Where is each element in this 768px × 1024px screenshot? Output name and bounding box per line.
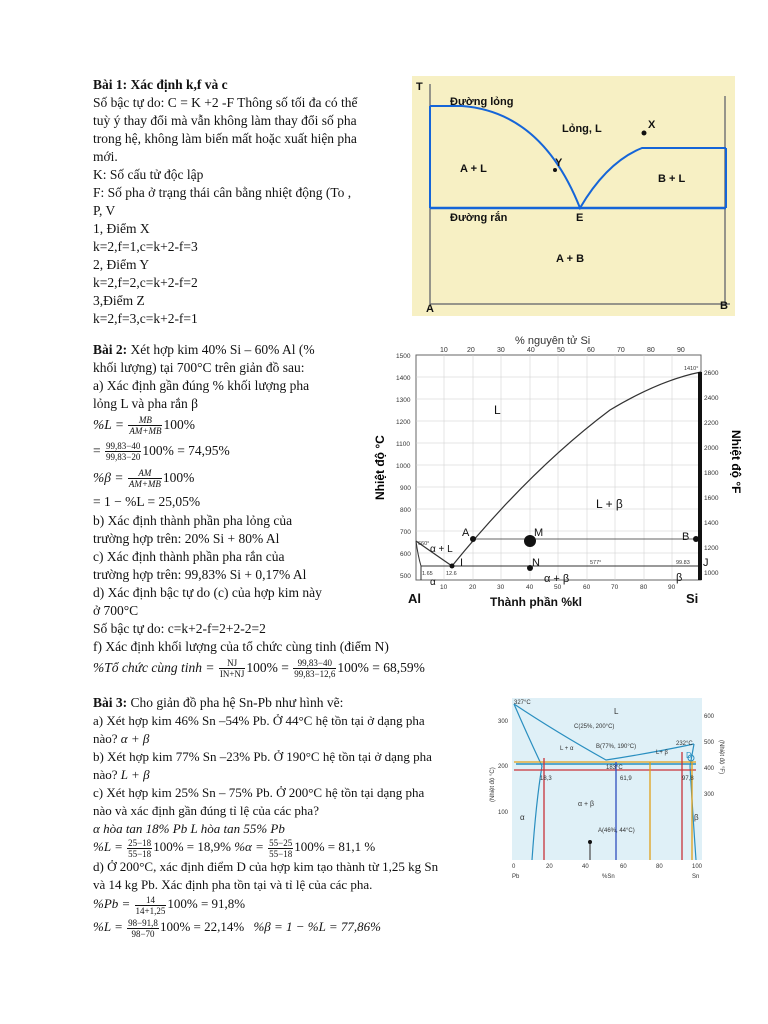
y-axis-title: Nhiệt độ °C	[373, 435, 387, 500]
bai1-line: k=2,f=2,c=k+2-f=2	[93, 275, 198, 290]
y-tick: 1200	[396, 419, 411, 426]
numerator: 99,83−40	[293, 658, 336, 669]
label-point-n: N	[532, 557, 540, 569]
formula-bai3-c	[93, 836, 375, 859]
formula-rhs: 100% = 18,9%	[153, 839, 231, 854]
y-tick: 500	[400, 573, 411, 580]
bai3-line: và 14 kg Pb. Xác định pha tồn tại và tỉ lệ của các pha.	[93, 877, 373, 892]
x-tick: 40	[582, 864, 589, 870]
x-tick: 80	[640, 584, 648, 591]
label-a: A	[426, 303, 434, 315]
top-tick: 70	[617, 347, 625, 354]
formula-rhs: 100% = 81,1 %	[294, 839, 376, 854]
bai1-line: P, V	[93, 203, 116, 218]
label-l: L	[494, 403, 501, 417]
numerator: NJ	[219, 658, 246, 669]
label-beta: β	[676, 572, 683, 584]
x-tick: 90	[668, 584, 676, 591]
fraction	[268, 838, 293, 859]
bai2-line: c) Xác định thành phần pha rắn của	[93, 549, 285, 564]
bai2-statement: Xét hợp kim 40% Si – 60% Al (%	[130, 342, 315, 357]
bai2-line: d) Xác định bậc tự do (c) của hợp kim này	[93, 585, 322, 600]
answer: α + β	[120, 731, 150, 746]
formula-pb	[93, 893, 245, 916]
x-tick: 0	[512, 864, 516, 870]
label-a-plus-l: A + L	[460, 163, 487, 175]
question: nào?	[93, 731, 118, 746]
point-b	[693, 536, 699, 542]
bai1-line: 1, Điểm X	[93, 221, 150, 236]
point-x	[642, 131, 647, 136]
fraction	[128, 415, 162, 436]
y-tick: 100	[498, 810, 509, 816]
fraction	[127, 918, 159, 939]
label-660: 660°	[418, 541, 430, 547]
formula-lhs: =	[93, 443, 101, 458]
x-tick: 60	[620, 864, 627, 870]
label-l: L	[614, 707, 619, 716]
formula-rhs: 100%	[163, 417, 195, 432]
denominator: 55−18	[128, 848, 152, 859]
bai2-line: trường hợp trên: 99,83% Si + 0,17% Al	[93, 567, 307, 582]
bai2-line: b) Xác định thành phần pha lỏng của	[93, 513, 293, 528]
y-tick-right: 2000	[704, 445, 719, 452]
x-tick: 60	[583, 584, 591, 591]
bai3-line	[93, 766, 150, 783]
label-point-j: J	[703, 557, 709, 569]
bai2-line: f) Xác định khối lượng của tổ chức cùng tinh (điểm N)	[93, 639, 389, 654]
bai3-line-1	[93, 694, 343, 711]
fraction	[135, 895, 167, 916]
formula-rhs: 100% = 68,59%	[337, 660, 425, 675]
y-tick: 300	[498, 719, 509, 725]
y-tick-right: 2200	[704, 420, 719, 427]
label-point-c: C(25%, 200°C)	[574, 724, 615, 730]
label-al: Al	[408, 591, 421, 606]
point-i	[450, 564, 455, 569]
y-tick: 200	[498, 764, 509, 770]
label-x: X	[648, 119, 656, 131]
x-tick: 20	[546, 864, 553, 870]
bai1-line: tuỳ ý thay đổi mà vẫn không làm thay đổi số pha	[93, 113, 357, 128]
y-tick: 800	[400, 507, 411, 514]
fraction	[219, 658, 246, 679]
formula-percent-beta-value: = 1 − %L = 25,05%	[93, 494, 201, 509]
top-tick: 50	[557, 347, 565, 354]
y-tick-right: 2600	[704, 370, 719, 377]
top-tick: 90	[677, 347, 685, 354]
formula-beta: %β = 1 − %L = 77,86%	[253, 919, 381, 934]
formula-lhs: %Tổ chức cùng tinh =	[93, 660, 215, 675]
top-tick: 80	[647, 347, 655, 354]
denominator: AM+MB	[129, 426, 162, 437]
formula-percent-beta	[93, 467, 194, 489]
grid	[416, 355, 701, 580]
top-tick: 40	[527, 347, 535, 354]
y-tick-right: 1400	[704, 520, 719, 527]
formula-lhs: %β =	[93, 470, 124, 485]
x-axis-title: Thành phần %kl	[490, 595, 583, 609]
y-tick: 1100	[396, 441, 410, 448]
fraction	[128, 468, 162, 489]
label-alpha-plus-l: α + L	[430, 544, 453, 555]
y-tick-right: 2400	[704, 395, 719, 402]
label-point-d: D	[686, 751, 692, 760]
label-point-i: I	[460, 557, 464, 569]
x-tick: 80	[656, 864, 663, 870]
label-97-8: 97,8	[682, 776, 694, 782]
y-tick-right: 400	[704, 766, 715, 772]
y-tick: 1300	[396, 397, 411, 404]
bai2-line-1	[93, 341, 315, 358]
y-tick: 1400	[396, 375, 411, 382]
formula-lhs: %L =	[93, 919, 123, 934]
numerator: 98−91,8	[128, 917, 158, 928]
denominator: 14+1,25	[135, 905, 166, 916]
point-a	[470, 536, 476, 542]
top-tick: 20	[467, 347, 475, 354]
label-si: Si	[686, 591, 699, 606]
y-tick: 700	[400, 529, 411, 536]
point-a	[588, 840, 592, 844]
label-point-a: A	[462, 527, 470, 539]
label-l-plus-beta: L+ β	[656, 750, 668, 756]
bai1-line: F: Số pha ở trạng thái cân bằng nhiệt động (To ,	[93, 185, 352, 200]
y-tick-right: 1000	[704, 570, 719, 577]
formula-rhs: 100% = 91,8%	[167, 896, 246, 911]
bai1-line: 2, Điểm Y	[93, 257, 150, 272]
x-tick: 50	[554, 584, 562, 591]
bai3-line: nào và xác định gần đúng tỉ lệ của các pha?	[93, 803, 319, 818]
bai1-line: mới.	[93, 149, 118, 164]
numerator: 25−18	[128, 837, 152, 848]
bai2-line: ở 700°C	[93, 603, 139, 618]
label-t: T	[416, 81, 423, 93]
bai3-title: Bài 3:	[93, 695, 128, 710]
label-232: 232°C	[676, 741, 693, 747]
label-point-a: A(46%, 44°C)	[598, 828, 635, 834]
formula-rhs: 100% = 22,14%	[159, 919, 245, 934]
y-axis-title: (Nhiệt độ °C)	[490, 767, 496, 802]
denominator: 55−18	[269, 848, 293, 859]
denominator: AM+MB	[128, 479, 161, 490]
top-tick: 30	[497, 347, 505, 354]
formula-lhs: %α =	[234, 839, 264, 854]
bai2-line: lỏng L và pha rắn β	[93, 396, 198, 411]
y-tick-right: 300	[704, 792, 715, 798]
y-axis-title-right: (Nhiệt độ °F)	[718, 740, 724, 775]
x-tick: 100	[692, 864, 703, 870]
top-axis-title: % nguyên tử Si	[515, 335, 591, 347]
label-alpha: α	[430, 577, 436, 588]
label-61-9: 61,9	[620, 776, 632, 782]
formula-percent-l-value	[93, 440, 230, 462]
y-tick: 1500	[396, 353, 411, 360]
bai3-line: b) Xét hợp kim 77% Sn –23% Pb. Ở 190°C hệ tồn tại ở dạng pha	[93, 749, 432, 764]
eutectic-diagram	[412, 76, 735, 316]
bai2-line: trường hợp trên: 20% Si + 80% Al	[93, 531, 280, 546]
label-solidus: Đường rắn	[450, 212, 508, 224]
formula-percent-l	[93, 414, 195, 436]
top-tick: 10	[440, 347, 448, 354]
denominator: IN+NJ	[219, 669, 245, 680]
denominator: 99,83−20	[106, 452, 141, 463]
bai1-line: K: Số cấu tử độc lập	[93, 167, 204, 182]
x-tick: 30	[497, 584, 505, 591]
label-y: Y	[555, 157, 563, 169]
bai2-title: Bài 2:	[93, 342, 128, 357]
y-tick: 600	[400, 551, 411, 558]
y-tick: 900	[400, 485, 411, 492]
bai1-title: Bài 1: Xác định k,f và c	[93, 77, 228, 92]
label-99-83: 99.83	[676, 560, 690, 566]
numerator: 99,83−40	[106, 441, 141, 452]
top-tick: 60	[587, 347, 595, 354]
label-alpha-plus-beta: α + β	[578, 801, 595, 808]
x-tick: 10	[440, 584, 448, 591]
x-axis-title: %Sn	[602, 874, 615, 880]
x-tick: 70	[611, 584, 619, 591]
x-tick: 40	[526, 584, 534, 591]
bai2-line: Số bậc tự do: c=k+2-f=2+2-2=2	[93, 621, 266, 636]
label-b-plus-l: B + L	[658, 173, 686, 185]
label-12-6: 12.6	[446, 571, 457, 577]
label-l-plus-beta: L + β	[596, 497, 623, 511]
bai3-line: a) Xét hợp kim 46% Sn –54% Pb. Ở 44°C hệ tồn tại ở dạng pha	[93, 713, 425, 728]
bai2-line: khối lượng) tại 700°C trên giản đồ sau:	[93, 360, 305, 375]
bai3-line: α hòa tan 18% Pb L hòa tan 55% Pb	[93, 821, 285, 836]
fraction	[293, 658, 336, 679]
y-tick: 1000	[396, 463, 411, 470]
y-tick-right: 500	[704, 740, 715, 746]
bai1-line: trong hệ, không làm biến mất hoặc xuất hiện pha	[93, 131, 357, 146]
bai1-line: k=2,f=1,c=k+2-f=3	[93, 239, 198, 254]
label-liquid: Lỏng, L	[562, 123, 602, 135]
bai3-line	[93, 730, 149, 747]
label-18-3: 18,3	[540, 776, 552, 782]
al-si-diagram	[370, 330, 750, 610]
label-e: E	[576, 212, 584, 224]
y-axis-title-right: Nhiệt độ °F	[729, 430, 743, 494]
label-577: 577°	[590, 560, 602, 566]
formula-lhs: %Pb =	[93, 896, 131, 911]
formula-rhs: 100%	[162, 470, 195, 485]
denominator: 99,83−12,6	[294, 669, 336, 680]
y-tick-right: 600	[704, 714, 715, 720]
label-point-m: M	[534, 527, 544, 539]
label-point-b: B(77%, 190°C)	[596, 744, 637, 750]
y-tick-right: 1200	[704, 545, 719, 552]
label-b: B	[720, 300, 728, 312]
question: nào?	[93, 767, 118, 782]
y-tick-right: 1600	[704, 495, 719, 502]
numerator: MB	[128, 415, 162, 426]
bai3-line: c) Xét hợp kim 25% Sn – 75% Pb. Ở 200°C hệ tồn tại dạng pha	[93, 785, 425, 800]
label-beta: β	[694, 813, 699, 822]
bai3-statement: Cho giản đồ pha hệ Sn-Pb như hình vẽ:	[130, 695, 344, 710]
formula-l-beta	[93, 916, 381, 939]
label-183: 183°C	[606, 765, 623, 771]
bai1-line: 3,Điểm Z	[93, 293, 145, 308]
answer: L + β	[120, 767, 150, 782]
sn-pb-diagram	[486, 692, 726, 882]
fraction	[127, 838, 152, 859]
label-a-plus-b: A + B	[556, 253, 585, 265]
bai1-line: k=2,f=3,c=k+2-f=1	[93, 311, 198, 326]
y-tick-right: 1800	[704, 470, 719, 477]
bai2-line: a) Xác định gần đúng % khối lượng pha	[93, 378, 310, 393]
formula-rhs: 100% = 74,95%	[142, 443, 230, 458]
label-l-plus-alpha: L + α	[560, 746, 574, 752]
plot-frame	[416, 355, 701, 580]
formula-eutectic	[93, 657, 425, 679]
diagram-background	[412, 76, 735, 316]
numerator: AM	[128, 468, 162, 479]
bai1-line: Số bậc tự do: C = K +2 -F Thông số tối đa có thể	[93, 95, 358, 110]
formula-lhs: %L =	[93, 417, 124, 432]
label-1410: 1410°	[684, 366, 699, 372]
liquidus-curve	[416, 372, 701, 566]
numerator: 55−25	[269, 837, 293, 848]
formula-lhs: %L =	[93, 839, 123, 854]
label-1-65: 1.65	[422, 571, 433, 577]
bai3-line: d) Ở 200°C, xác định điểm D của hợp kim tạo thành từ 1,25 kg Sn	[93, 859, 439, 874]
label-alpha-plus-beta: α + β	[544, 573, 570, 585]
label-327: 327°C	[514, 700, 531, 706]
label-sn: Sn	[692, 874, 700, 880]
numerator: 14	[135, 895, 167, 906]
denominator: 98−70	[131, 928, 155, 939]
fraction	[105, 441, 141, 462]
x-tick: 20	[469, 584, 477, 591]
formula-mid: 100% =	[246, 660, 289, 675]
label-pb: Pb	[512, 874, 520, 880]
label-alpha: α	[520, 813, 525, 822]
label-point-b: B	[682, 531, 690, 543]
label-liquidus: Đường lỏng	[450, 96, 514, 108]
